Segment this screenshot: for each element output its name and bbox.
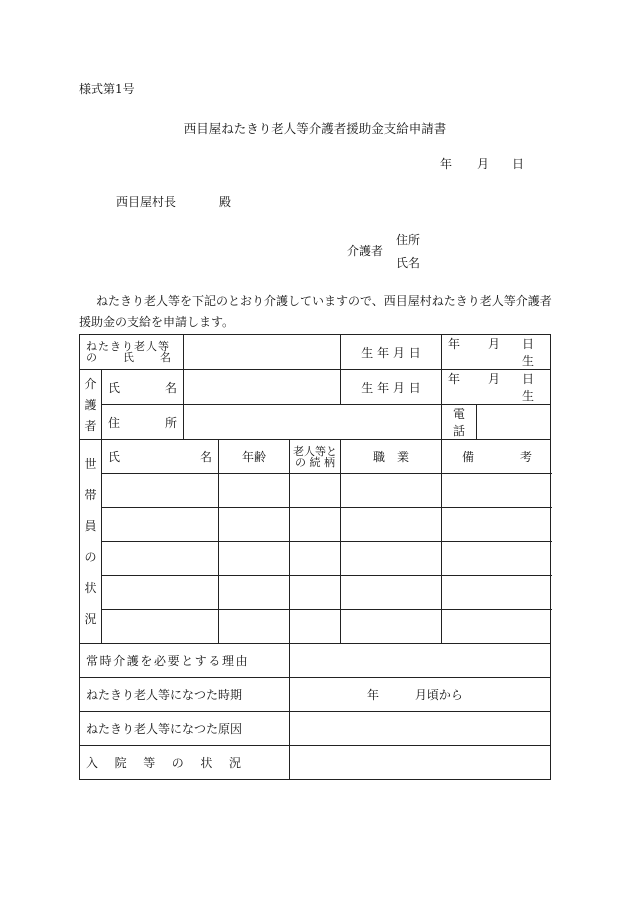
household-occupation-header: 職 業 [341, 440, 442, 474]
member-relation-field[interactable] [290, 474, 341, 508]
label-char: の [171, 756, 184, 770]
caregiver-name-label [102, 370, 184, 405]
household-member-row [80, 610, 551, 644]
phone-field[interactable] [477, 405, 551, 440]
since-year: 年 [367, 688, 380, 702]
household-label [80, 440, 102, 644]
household-label-char: 帯 [84, 488, 97, 502]
elder-name-label [80, 335, 184, 370]
page-title-text: 西目屋ねたきり老人等介護者援助金支給申請書 [183, 121, 447, 136]
label-char: 氏 [108, 380, 121, 395]
member-relation-field[interactable] [290, 610, 341, 644]
caregiver-birth-month: 月 [488, 372, 501, 386]
form-number: 様式第1号 [79, 82, 135, 96]
member-name-field[interactable] [102, 576, 219, 610]
phone-label: 電話 [442, 405, 477, 440]
label-char: 院 [114, 756, 127, 770]
page-title [0, 119, 630, 137]
label-char: 考 [520, 450, 533, 464]
elder-birth-day: 日生 [522, 337, 535, 368]
label-char: 等 [143, 756, 156, 770]
household-relation-header [290, 440, 341, 474]
relation-header-line-2: の 続 柄 [295, 455, 335, 469]
body-text-line-2: 援助金の支給を申請します。 [79, 315, 235, 329]
member-occupation-field[interactable] [341, 542, 442, 576]
member-occupation-field[interactable] [341, 610, 442, 644]
label-char: 況 [228, 756, 241, 770]
elder-label-mei: 名 [160, 351, 171, 364]
member-name-field[interactable] [102, 542, 219, 576]
hospital-label [80, 746, 290, 780]
label-char: 入 [86, 756, 99, 770]
elder-birthdate-value [448, 335, 544, 369]
household-label-char: 員 [84, 519, 97, 533]
household-label-char: の [84, 550, 97, 564]
member-remarks-field[interactable] [442, 576, 551, 610]
date-day: 日 [512, 157, 525, 171]
member-age-field[interactable] [219, 508, 290, 542]
member-occupation-field[interactable] [341, 474, 442, 508]
household-member-row [80, 474, 551, 508]
member-name-field[interactable] [102, 474, 219, 508]
elder-birth-month: 月 [488, 337, 501, 351]
caregiver-address-field[interactable] [184, 405, 442, 440]
caregiver-name-label-text [108, 379, 177, 396]
caregiver-label [80, 370, 102, 440]
member-relation-field[interactable] [290, 508, 341, 542]
caregiver-label-char: 護 [84, 397, 97, 412]
applicant-role: 介護者 [347, 244, 384, 258]
date-month: 月 [477, 157, 490, 171]
household-label-char: 世 [84, 457, 97, 471]
household-label-char: 況 [84, 612, 97, 626]
member-name-field[interactable] [102, 610, 219, 644]
member-remarks-field[interactable] [442, 542, 551, 576]
hospital-row [80, 746, 551, 780]
member-relation-field[interactable] [290, 576, 341, 610]
caregiver-address-label-text [108, 414, 177, 431]
caregiver-label-char: 介 [84, 376, 97, 391]
application-table [79, 334, 551, 780]
caregiver-address-row [80, 405, 551, 440]
elder-label-shi: 氏 [123, 351, 134, 364]
member-age-field[interactable] [219, 610, 290, 644]
elder-label-no: の [86, 351, 97, 364]
addressee-name: 西目屋村長 [116, 195, 177, 209]
member-name-field[interactable] [102, 508, 219, 542]
elder-birthdate-label: 生 年 月 日 [341, 335, 442, 370]
cause-row [80, 712, 551, 746]
member-remarks-field[interactable] [442, 610, 551, 644]
member-occupation-field[interactable] [341, 508, 442, 542]
label-char: 所 [164, 415, 177, 430]
household-name-header [102, 440, 219, 474]
date-year: 年 [440, 157, 453, 171]
reason-row [80, 644, 551, 678]
caregiver-address-label [102, 405, 184, 440]
household-name-header-text [108, 448, 212, 465]
member-remarks-field[interactable] [442, 474, 551, 508]
caregiver-birthdate-field[interactable] [442, 370, 551, 405]
elder-birthdate-field[interactable] [442, 335, 551, 370]
cause-field[interactable] [290, 712, 551, 746]
since-row [80, 678, 551, 712]
label-char: 名 [199, 450, 212, 464]
caregiver-birthdate-label: 生 年 月 日 [341, 370, 442, 405]
household-label-char: 状 [84, 581, 97, 595]
elder-name-field[interactable] [184, 335, 341, 370]
reason-label: 常時介護を必要とする理由 [80, 644, 290, 678]
body-text-line-1: ねたきり老人等を下記のとおり介護していますので、西目屋村ねたきり老人等介護者 [96, 294, 552, 308]
elder-row [80, 335, 551, 370]
household-remarks-header-text [448, 448, 544, 465]
member-remarks-field[interactable] [442, 508, 551, 542]
caregiver-birthdate-value [448, 370, 544, 404]
household-member-row [80, 508, 551, 542]
caregiver-name-field[interactable] [184, 370, 341, 405]
reason-field[interactable] [290, 644, 551, 678]
elder-name-label-bottom [86, 352, 177, 363]
hospital-label-text [86, 754, 241, 771]
household-member-row [80, 542, 551, 576]
applicant-address-label: 住所 [396, 233, 421, 247]
applicant-name-label: 氏名 [396, 256, 421, 270]
since-field[interactable] [290, 678, 551, 712]
member-relation-field[interactable] [290, 542, 341, 576]
label-char: 状 [200, 756, 213, 770]
since-month-from: 月頃から [414, 688, 463, 702]
elder-birth-year: 年 [448, 337, 461, 351]
member-age-field[interactable] [219, 474, 290, 508]
member-age-field[interactable] [219, 576, 290, 610]
household-age-header: 年齢 [219, 440, 290, 474]
relation-header-line-1: 老人等と [293, 444, 337, 458]
household-remarks-header [442, 440, 551, 474]
addressee-honorific: 殿 [219, 195, 232, 209]
caregiver-birth-day: 日生 [522, 372, 535, 403]
cause-label: ねたきり老人等になつた原因 [80, 712, 290, 746]
caregiver-birth-year: 年 [448, 372, 461, 386]
label-char: 名 [164, 380, 177, 395]
hospital-field[interactable] [290, 746, 551, 780]
household-header-row [80, 440, 551, 474]
label-char: 住 [108, 415, 121, 430]
label-char: 備 [462, 450, 475, 464]
elder-name-label-text: ねたきり老人等 [86, 340, 170, 353]
caregiver-name-row [80, 370, 551, 405]
since-label: ねたきり老人等になつた時期 [80, 678, 290, 712]
caregiver-label-char: 者 [84, 418, 97, 433]
member-occupation-field[interactable] [341, 576, 442, 610]
label-char: 氏 [108, 450, 121, 464]
member-age-field[interactable] [219, 542, 290, 576]
household-member-row [80, 576, 551, 610]
